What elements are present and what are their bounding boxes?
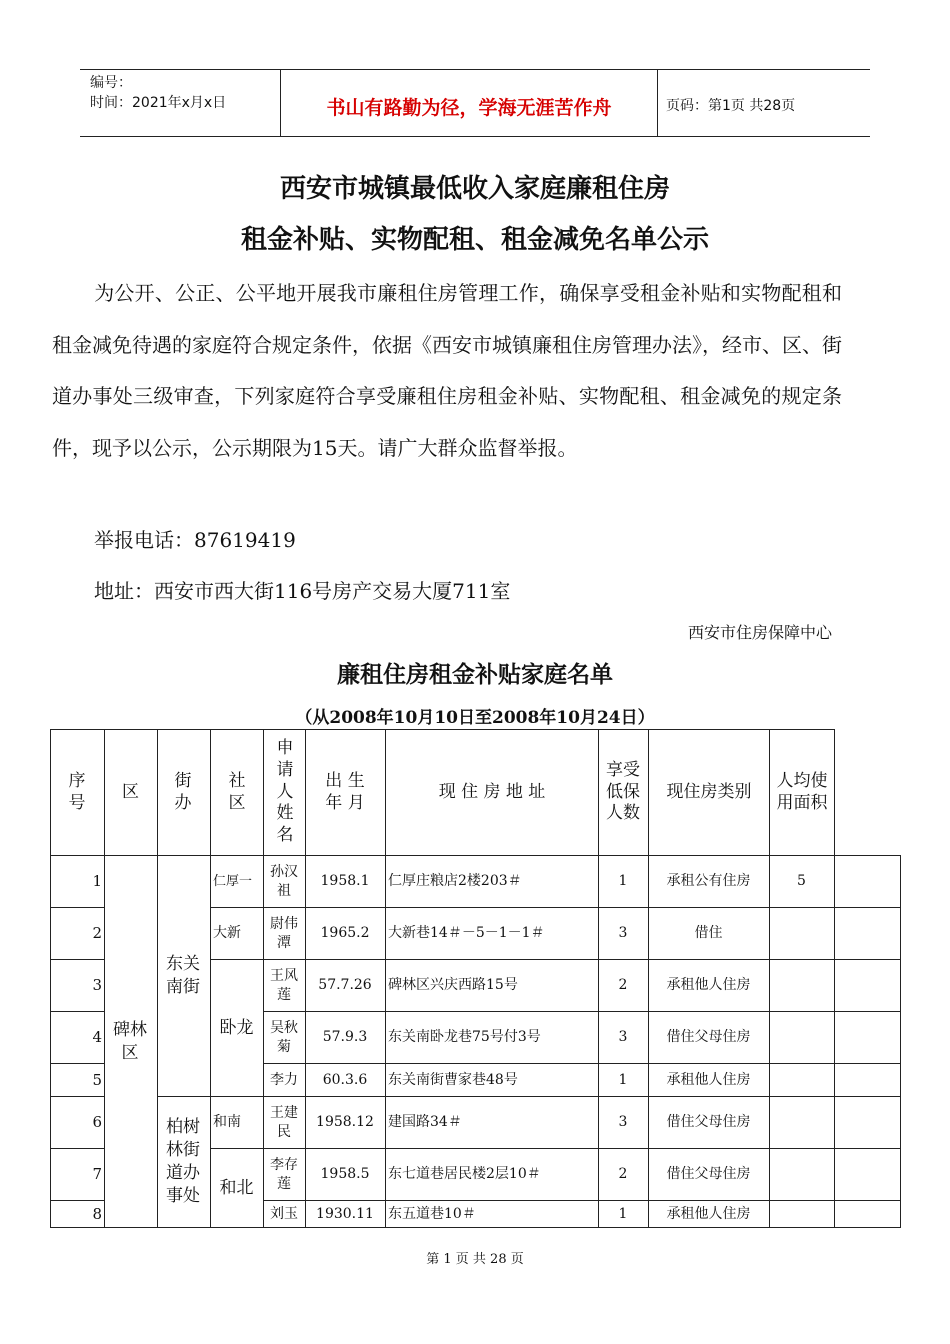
cell-birth: 1958.5 (320, 1166, 370, 1183)
time-label: 时间：2021年x月x日 (90, 95, 227, 111)
cell-birth: 1965.2 (320, 925, 370, 942)
cell-area (769, 960, 834, 1011)
cell-address: 东关南卧龙巷75号付3号 (388, 1029, 541, 1046)
cell-housing: 借住父母住房 (666, 1166, 751, 1183)
document-title-line2: 租金补贴、实物配租、租金减免名单公示 (240, 225, 709, 255)
cell-seq: 6 (92, 1113, 102, 1132)
cell-seq: 1 (92, 872, 102, 891)
cell-address: 东五道巷10＃ (388, 1205, 476, 1222)
cell-birth: 1958.1 (320, 873, 370, 890)
cell-housing: 承租他人住房 (666, 1205, 751, 1222)
cell-birth: 57.7.26 (318, 977, 372, 994)
cell-housing: 借住父母住房 (666, 1029, 751, 1046)
cell-area (769, 1097, 834, 1148)
cell-address: 东七道巷居民楼2层10＃ (388, 1166, 541, 1183)
community-cell-wolong: 卧龙 (219, 1017, 254, 1038)
col-line (834, 729, 835, 1228)
cell-housing: 借住 (694, 925, 723, 942)
number-label: 编号： (90, 75, 132, 91)
cell-housing: 承租他人住房 (666, 1071, 751, 1088)
cell-birth: 1930.11 (316, 1205, 374, 1222)
cell-housing: 借住父母住房 (666, 1114, 751, 1131)
col-header-community: 社区 (228, 770, 246, 813)
cell-birth: 57.9.3 (322, 1029, 368, 1046)
motto-text: 书山有路勤为径，学海无涯苦作舟 (326, 97, 612, 119)
cell-seq: 7 (92, 1165, 102, 1184)
col-header-name: 申请人姓名 (276, 738, 294, 846)
cell-people: 3 (618, 925, 628, 942)
cell-seq: 5 (92, 1070, 102, 1089)
col-line (157, 729, 158, 1228)
street-cell-dongguan: 东关南街 (166, 954, 200, 997)
cell-area (769, 1149, 834, 1200)
cell-seq: 8 (92, 1204, 102, 1223)
district-cell: 碑林区 (113, 1019, 147, 1063)
community-cell-hebei: 和北 (219, 1177, 254, 1198)
col-header-people: 享受低保人数 (606, 759, 640, 824)
community-cell-daxin: 大新 (213, 925, 241, 942)
col-header-area: 人均使用面积 (776, 770, 828, 813)
cell-seq: 4 (92, 1028, 102, 1047)
street-cell-baishulin: 柏树林街道办事处 (166, 1117, 200, 1206)
cell-people: 3 (618, 1029, 628, 1046)
cell-seq: 3 (92, 976, 102, 995)
table-title: 廉租住房租金补贴家庭名单 (337, 662, 613, 688)
cell-area (769, 1012, 834, 1063)
page-info-text: 页码：第1页 共28页 (666, 98, 796, 114)
cell-name: 刘玉 (270, 1205, 298, 1222)
cell-name: 李存莲 (270, 1156, 298, 1192)
cell-people: 1 (618, 1205, 628, 1222)
cell-people: 3 (618, 1114, 628, 1131)
cell-birth: 1958.12 (316, 1114, 374, 1131)
community-cell-henan: 和南 (213, 1114, 241, 1131)
cell-seq: 2 (92, 924, 102, 943)
cell-area (769, 1201, 834, 1227)
issuer-signature: 西安市住房保障中心 (687, 623, 832, 642)
cell-area (769, 1064, 834, 1096)
cell-address: 仁厚庄粮店2楼203＃ (388, 873, 522, 890)
col-header-birth: 出 生 年 月 (325, 770, 365, 813)
cell-birth: 60.3.6 (322, 1071, 368, 1088)
cell-address: 东关南街曹家巷48号 (388, 1071, 518, 1088)
cell-name: 孙汉祖 (270, 863, 298, 899)
cell-people: 2 (618, 977, 628, 994)
table-date-range: （从2008年10月10日至2008年10月24日） (295, 708, 655, 728)
report-phone: 举报电话：87619419 (94, 528, 296, 552)
document-title-line1: 西安市城镇最低收入家庭廉租住房 (279, 174, 670, 204)
col-header-district: 区 (122, 781, 139, 802)
cell-name: 李力 (270, 1071, 298, 1088)
cell-housing: 承租他人住房 (666, 977, 751, 994)
cell-area (769, 908, 834, 959)
cell-people: 2 (618, 1166, 628, 1183)
col-header-seq: 序号 (68, 770, 86, 813)
cell-address: 建国路34＃ (388, 1114, 462, 1131)
cell-address: 大新巷14＃－5－1－1＃ (388, 925, 545, 942)
cell-name: 王建民 (270, 1104, 298, 1140)
cell-area: 5 (797, 873, 806, 890)
cell-housing: 承租公有住房 (666, 873, 751, 890)
col-line (263, 729, 264, 1228)
cell-name: 尉伟潭 (270, 915, 298, 951)
community-cell-renhou: 仁厚一 (213, 873, 253, 889)
cell-people: 1 (618, 1071, 628, 1088)
cell-address: 碑林区兴庆西路15号 (388, 977, 518, 994)
report-address: 地址：西安市西大街116号房产交易大厦711室 (94, 579, 511, 603)
cell-name: 王风莲 (270, 967, 298, 1003)
page-footer: 第 1 页 共 28 页 (426, 1252, 524, 1267)
cell-name: 吴秋菊 (270, 1019, 298, 1055)
col-header-address: 现 住 房 地 址 (438, 781, 546, 802)
intro-text: 为公开、公正、公平地开展我市廉租住房管理工作，确保享受租金补贴和实物配租和租金减免待遇的家庭符合规定条件，依据《西安市城镇廉租住房管理办法》，经市、区、街道办事处三级审查，下列家庭符合享受廉租住房租金补贴、实物配租、租金减免的规定条件，现予以公示，公示期限为15天。请广大群众监督举报。 (52, 281, 842, 460)
col-header-street: 街办 (174, 770, 192, 813)
col-line (900, 855, 901, 1228)
col-header-housing: 现住房类别 (666, 781, 752, 802)
cell-people: 1 (618, 873, 628, 890)
table-border-bottom (50, 1227, 901, 1228)
